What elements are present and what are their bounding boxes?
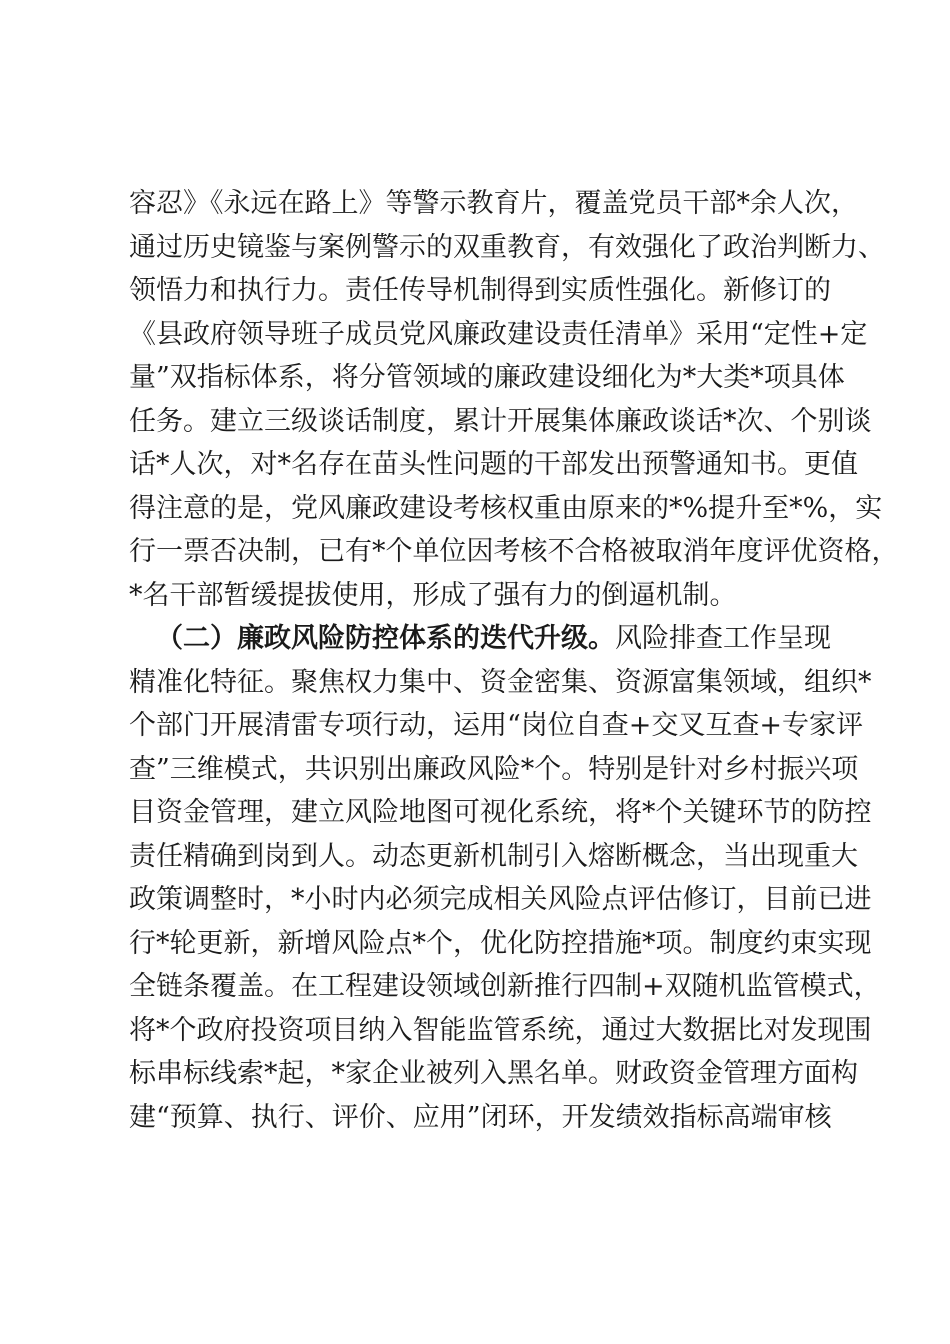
paragraph-1-line: 话*人次，对*名存在苗头性问题的干部发出预警通知书。更值 [129, 449, 858, 480]
paragraph-1-line: 行一票否决制，已有*个单位因考核不合格被取消年度评优资格， [129, 536, 899, 567]
document-body [129, 182, 899, 1139]
paragraph-2-line: 建“预算、执行、评价、应用”闭环，开发绩效指标高端审核 [129, 1101, 832, 1133]
paragraph-2-line: 目资金管理，建立风险地图可视化系统，将*个关键环节的防控 [129, 797, 872, 828]
paragraph-2-line: 个部门开展清雷专项行动，运用“岗位自查+交叉互查+专家评 [129, 710, 864, 741]
paragraph-2-line: 精准化特征。聚焦权力集中、资金密集、资源富集领域，组织* [129, 666, 872, 698]
paragraph-2-line: 责任精确到岗到人。动态更新机制引入熔断概念，当出现重大 [129, 840, 858, 872]
paragraph-2-line: 行*轮更新，新增风险点*个，优化防控措施*项。制度约束实现 [129, 927, 872, 959]
paragraph-2-line: 查”三维模式，共识别出廉政风险*个。特别是针对乡村振兴项 [129, 753, 859, 785]
paragraph-1-line: 容忍》《永远在路上》等警示教育片，覆盖党员干部*余人次， [129, 188, 858, 219]
paragraph-1-line: *名干部暂缓提拔使用，形成了强有力的倒逼机制。 [129, 579, 737, 611]
paragraph-2-line: 将*个政府投资项目纳入智能监管系统，通过大数据比对发现围 [129, 1014, 872, 1046]
paragraph-1-line: 得注意的是，党风廉政建设考核权重由原来的*%提升至*%，实 [129, 492, 883, 524]
paragraph-2-first-line-text: 风险排查工作呈现 [615, 623, 831, 654]
paragraph-2-line: 政策调整时，*小时内必须完成相关风险点评估修订，目前已进 [129, 884, 872, 915]
paragraph-1-line: 量”双指标体系，将分管领域的廉政建设细化为*大类*项具体 [129, 362, 845, 393]
paragraph-2-first-line [129, 617, 829, 661]
paragraph-1-line: 任务。建立三级谈话制度，累计开展集体廉政谈话*次、个别谈 [129, 405, 872, 437]
paragraph-2-line: 标串标线索*起，*家企业被列入黑名单。财政资金管理方面构 [129, 1058, 858, 1089]
paragraph-1-line: 领悟力和执行力。责任传导机制得到实质性强化。新修订的 [129, 275, 831, 306]
section-heading: （二）廉政风险防控体系的迭代升级。 [156, 623, 615, 654]
paragraph-2-line: 全链条覆盖。在工程建设领域创新推行四制+双随机监管模式， [129, 971, 881, 1002]
paragraph-1-line: 《县政府领导班子成员党风廉政建设责任清单》采用“定性+定 [129, 318, 868, 350]
paragraph-1-line: 通过历史镜鉴与案例警示的双重教育，有效强化了政治判断力、 [129, 231, 885, 263]
